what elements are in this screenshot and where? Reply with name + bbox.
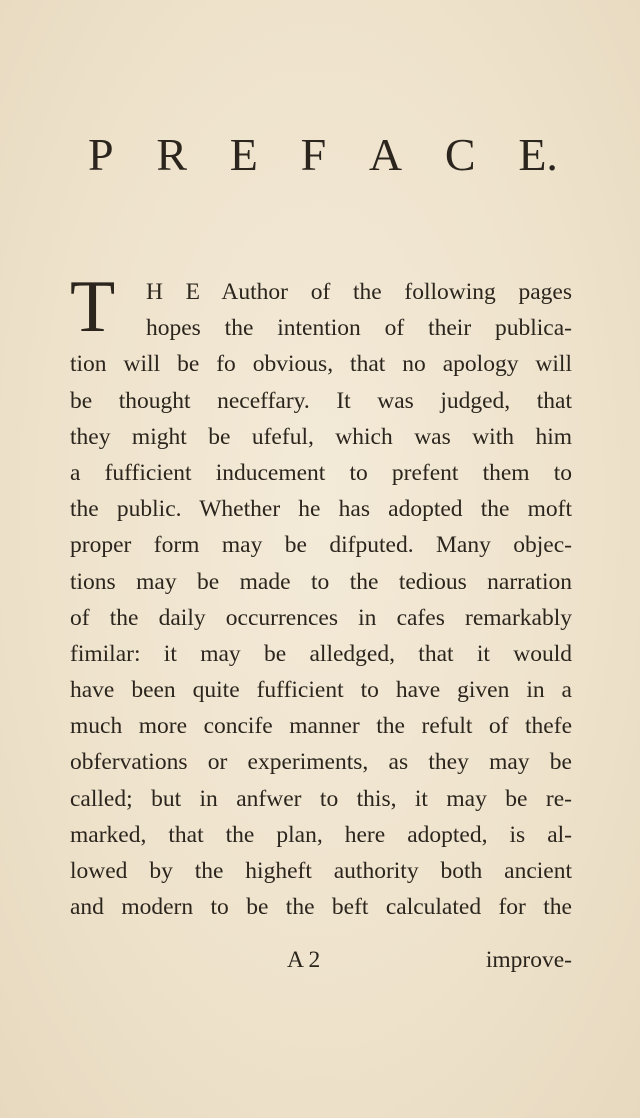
text-line: and modern to be the beft calculated for the: [70, 894, 572, 921]
text-line: called; but in anfwer to this, it may be re-: [70, 785, 572, 812]
text-line: have been quite fufficient to have given in a: [70, 677, 572, 704]
text-line: of the daily occurrences in cafes remarkably: [70, 604, 572, 631]
opening-lines: [70, 266, 572, 348]
drop-cap: T: [70, 266, 116, 348]
title-letter: R: [156, 129, 188, 180]
text-line: tion will be fo obvious, that no apology will: [70, 351, 572, 378]
text-line: marked, that the plan, here adopted, is al-: [70, 821, 572, 848]
signature-mark: A 2: [287, 947, 321, 973]
text-line: H E Author of the following pages: [146, 279, 572, 305]
text-line: lowed by the higheft authority both ancient: [70, 858, 572, 885]
text-line: tions may be made to the tedious narration: [70, 568, 572, 595]
text-line: a fufficient inducement to prefent them to: [70, 459, 572, 486]
text-line: be thought neceffary. It was judged, that: [70, 387, 572, 414]
title-letter: E: [229, 129, 258, 180]
text-line: obfervations or experiments, as they may be: [70, 749, 572, 776]
page-footer: [70, 942, 572, 978]
title-letter: P: [88, 129, 114, 180]
title-letter: C: [444, 129, 476, 180]
title-letter: E.: [518, 129, 558, 180]
text-line: much more concife manner the refult of thefe: [70, 713, 572, 740]
preface-text: [70, 266, 572, 925]
text-line: the public. Whether he has adopted the moft: [70, 496, 572, 523]
title-letter: F: [300, 129, 327, 180]
title-letter: A: [368, 129, 403, 180]
text-line: hopes the intention of their publica-: [146, 315, 572, 342]
page-title: [88, 129, 558, 180]
text-line: they might be ufeful, which was with him: [70, 423, 572, 450]
text-line: fimilar: it may be alledged, that it would: [70, 640, 572, 667]
catchword: improve-: [485, 947, 572, 973]
text-line: proper form may be difputed. Many objec-: [70, 532, 572, 559]
